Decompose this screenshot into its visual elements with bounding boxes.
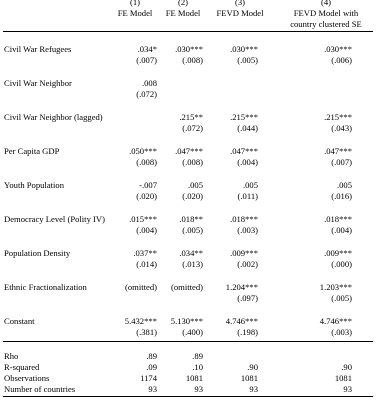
- cell-estimate: .037**: [133, 248, 157, 258]
- cell-std-error: (.014): [136, 259, 157, 269]
- column-model-2: FE Model: [165, 8, 201, 18]
- stat-label-number-of-countries: Number of countries: [4, 384, 76, 394]
- cell-std-error: (.003): [237, 225, 258, 235]
- row-label-civil-war-refugees: Civil War Refugees: [4, 44, 72, 54]
- cell-std-error: (.072): [136, 89, 157, 99]
- cell-std-error: (.005): [182, 225, 203, 235]
- stat-value: .90: [247, 362, 258, 372]
- cell-estimate: .015***: [129, 214, 157, 224]
- column-model-4-line2: country clustered SE: [290, 19, 362, 29]
- cell-std-error: (.004): [331, 225, 352, 235]
- cell-std-error: (.005): [331, 293, 352, 303]
- cell-std-error: (.043): [331, 123, 352, 133]
- header-rule: [3, 31, 373, 32]
- cell-estimate: .047***: [324, 146, 352, 156]
- cell-std-error: (.020): [136, 191, 157, 201]
- cell-estimate: .008: [141, 78, 157, 88]
- column-model-1: FE Model: [117, 8, 153, 18]
- row-label-per-capita-gdp: Per Capita GDP: [4, 146, 60, 156]
- cell-std-error: (.020): [182, 191, 203, 201]
- cell-std-error: (.002): [237, 259, 258, 269]
- cell-estimate: 4.746***: [225, 316, 258, 326]
- cell-estimate: .018**: [179, 214, 203, 224]
- row-label-civil-war-neighbor-lagged: Civil War Neighbor (lagged): [4, 112, 103, 122]
- row-label-population-density: Population Density: [4, 248, 71, 258]
- stat-value: 93: [148, 384, 157, 394]
- stats-rule: [3, 341, 373, 342]
- stat-value: .90: [341, 362, 352, 372]
- row-label-constant: Constant: [4, 316, 35, 326]
- cell-estimate: .215***: [230, 112, 258, 122]
- column-number-3: (3): [234, 0, 246, 7]
- cell-estimate: .005: [187, 180, 203, 190]
- cell-std-error: (.381): [136, 327, 157, 337]
- cell-estimate: .047***: [175, 146, 203, 156]
- cell-estimate: .034**: [179, 248, 203, 258]
- cell-estimate: .018***: [230, 214, 258, 224]
- cell-std-error: (.004): [237, 157, 258, 167]
- stat-label-r-squared: R-squared: [4, 362, 40, 372]
- cell-std-error: (.005): [237, 55, 258, 65]
- bottom-rule: [3, 396, 373, 397]
- stat-value: 93: [343, 384, 352, 394]
- column-number-1: (1): [129, 0, 141, 7]
- cell-estimate: 5.432***: [124, 316, 157, 326]
- cell-estimate: .030***: [230, 44, 258, 54]
- cell-std-error: (.008): [182, 55, 203, 65]
- cell-std-error: (.072): [182, 123, 203, 133]
- stat-value: .10: [192, 362, 203, 372]
- stat-value: .89: [146, 351, 157, 361]
- stat-value: 1081: [334, 373, 352, 383]
- cell-estimate: 1.203***: [319, 282, 352, 292]
- cell-estimate: .047***: [230, 146, 258, 156]
- cell-std-error: (.016): [331, 191, 352, 201]
- cell-estimate: .050***: [129, 146, 157, 156]
- cell-estimate: 1.204***: [225, 282, 258, 292]
- cell-std-error: (.198): [237, 327, 258, 337]
- cell-estimate: (omitted): [125, 282, 157, 292]
- stat-value: 1081: [240, 373, 258, 383]
- row-label-democracy-level: Democracy Level (Polity IV): [4, 214, 105, 224]
- cell-std-error: (.013): [182, 259, 203, 269]
- cell-estimate: .030***: [324, 44, 352, 54]
- cell-estimate: .034*: [137, 44, 157, 54]
- cell-std-error: (.044): [237, 123, 258, 133]
- stat-value: 1174: [140, 373, 157, 383]
- cell-estimate: .005: [242, 180, 258, 190]
- row-label-youth-population: Youth Population: [4, 180, 65, 190]
- cell-std-error: (.007): [331, 157, 352, 167]
- cell-estimate: .215**: [179, 112, 203, 122]
- row-label-civil-war-neighbor: Civil War Neighbor: [4, 78, 72, 88]
- stat-value: .89: [192, 351, 203, 361]
- cell-estimate: .215***: [324, 112, 352, 122]
- cell-estimate: .030***: [175, 44, 203, 54]
- stat-value: .09: [146, 362, 157, 372]
- cell-estimate: .005: [336, 180, 352, 190]
- cell-std-error: (.003): [331, 327, 352, 337]
- cell-std-error: (.400): [182, 327, 203, 337]
- stat-value: 93: [249, 384, 258, 394]
- column-number-2: (2): [177, 0, 189, 7]
- cell-std-error: (.011): [237, 191, 258, 201]
- cell-estimate: .009***: [324, 248, 352, 258]
- column-model-3: FEVD Model: [216, 8, 264, 18]
- stat-value: 93: [194, 384, 203, 394]
- stat-label-rho: Rho: [4, 351, 19, 361]
- cell-estimate: (omitted): [171, 282, 203, 292]
- stat-label-observations: Observations: [4, 373, 50, 383]
- cell-std-error: (.007): [136, 55, 157, 65]
- stat-value: 1081: [185, 373, 203, 383]
- cell-std-error: (.008): [136, 157, 157, 167]
- cell-estimate: .018***: [324, 214, 352, 224]
- cell-estimate: .009***: [230, 248, 258, 258]
- cell-estimate: 5.130***: [170, 316, 203, 326]
- cell-std-error: (.000): [331, 259, 352, 269]
- column-model-4: FEVD Model with: [293, 8, 359, 18]
- cell-estimate: 4.746***: [319, 316, 352, 326]
- cell-std-error: (.097): [237, 293, 258, 303]
- column-number-4: (4): [320, 0, 332, 7]
- cell-std-error: (.006): [331, 55, 352, 65]
- row-label-ethnic-fractionalization: Ethnic Fractionalization: [4, 282, 87, 292]
- cell-estimate: -.007: [139, 180, 157, 190]
- cell-std-error: (.008): [182, 157, 203, 167]
- cell-std-error: (.004): [136, 225, 157, 235]
